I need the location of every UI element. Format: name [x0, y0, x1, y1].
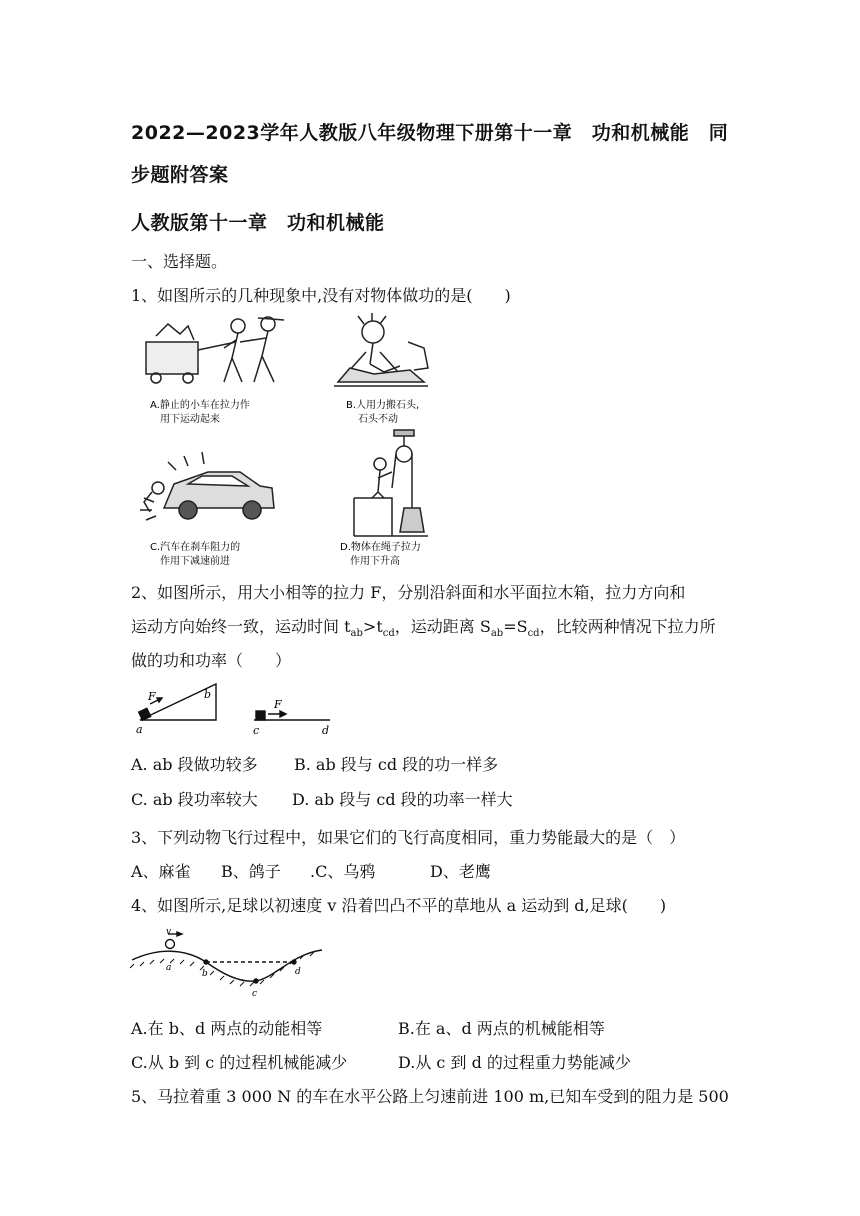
q2-option-a: A. ab 段做功较多 — [131, 755, 258, 774]
q2-line2-mid: ，运动距离 S — [394, 617, 491, 636]
figure-c-car — [140, 452, 274, 520]
q2-option-b: B. ab 段与 cd 段的功一样多 — [294, 755, 499, 774]
q3-option-b: B、鸽子 — [221, 862, 281, 881]
q2-line1: 2、如图所示，用大小相等的拉力 F，分别沿斜面和水平面拉木箱，拉力方向和 — [131, 583, 686, 602]
terrain-diagram — [130, 932, 322, 986]
figure-d-pulley — [354, 430, 428, 536]
incline-label-F: F — [148, 690, 156, 703]
q2-line3: 做的功和功率（ ） — [131, 651, 292, 670]
caption-c2: 作用下减速前进 — [160, 556, 230, 567]
caption-a1: A.静止的小车在拉力作 — [150, 400, 250, 411]
q2-sub-cd-s: cd — [527, 628, 540, 640]
q2-sub-ab-t: ab — [350, 628, 363, 640]
q2-option-c: C. ab 段功率较大 — [131, 790, 258, 809]
doc-subtitle: 人教版第十一章 功和机械能 — [131, 212, 385, 234]
q4-figure — [128, 924, 328, 1002]
q4-stem: 4、如图所示,足球以初速度 v 沿着凹凸不平的草地从 a 运动到 d,足球( ) — [131, 896, 667, 915]
q4-option-d: D.从 c 到 d 的过程重力势能减少 — [398, 1053, 631, 1072]
q3-option-d: D、老鹰 — [430, 862, 491, 881]
doc-title-line1: 2022—2023学年人教版八年级物理下册第十一章 功和机械能 同 — [131, 122, 729, 144]
caption-b1: B.人用力搬石头, — [346, 400, 420, 411]
terrain-label-d: d — [295, 967, 301, 977]
q2-line2-post: ，比较两种情况下拉力所 — [539, 617, 716, 636]
caption-a2: 用下运动起来 — [160, 414, 220, 425]
terrain-label-v: v — [166, 927, 172, 937]
incline-label-a: a — [136, 723, 143, 736]
caption-c1: C.汽车在刹车阻力的 — [150, 542, 241, 553]
q4-option-c: C.从 b 到 c 的过程机械能减少 — [131, 1053, 348, 1072]
flat-diagram — [254, 711, 330, 720]
q3-option-a: A、麻雀 — [131, 862, 191, 881]
q2-sub-ab-s: ab — [490, 628, 504, 640]
terrain-label-a: a — [166, 963, 172, 973]
caption-d1: D.物体在绳子拉力 — [340, 542, 421, 553]
q5-stem: 5、马拉着重 3 000 N 的车在水平公路上匀速前进 100 m,已知车受到的阻力是 500 — [131, 1087, 729, 1106]
q3-stem: 3、下列动物飞行过程中，如果它们的飞行高度相同，重力势能最大的是（ ） — [131, 828, 686, 847]
terrain-label-b: b — [202, 969, 208, 979]
q2-line2 — [131, 614, 716, 639]
section-heading: 一、选择题。 — [131, 252, 228, 271]
q1-figure — [128, 312, 458, 568]
q1-stem: 1、如图所示的几种现象中,没有对物体做功的是( ) — [131, 286, 511, 305]
q4-option-b: B.在 a、d 两点的机械能相等 — [398, 1019, 605, 1038]
q2-figure — [132, 678, 342, 738]
q2-line2-pre: 运动方向始终一致，运动时间 t — [131, 617, 351, 636]
q4-option-a: A.在 b、d 两点的动能相等 — [131, 1019, 323, 1038]
caption-b2: 石头不动 — [358, 414, 398, 425]
flat-label-c: c — [253, 724, 260, 737]
incline-label-b: b — [204, 688, 212, 701]
flat-label-d: d — [322, 724, 330, 737]
q2-sub-cd-t: cd — [382, 628, 395, 640]
q2-option-d: D. ab 段与 cd 段的功率一样大 — [292, 790, 513, 809]
q2-gt: >t — [362, 617, 383, 636]
flat-label-F: F — [274, 698, 282, 711]
q2-eq: =S — [503, 617, 528, 636]
terrain-label-c: c — [252, 989, 258, 999]
caption-d2: 作用下升高 — [350, 556, 400, 567]
doc-title-line2: 步题附答案 — [131, 164, 229, 186]
figure-b-rock — [334, 313, 428, 386]
figure-a-cart — [146, 317, 284, 383]
q3-option-c: .C、乌鸦 — [310, 862, 376, 881]
